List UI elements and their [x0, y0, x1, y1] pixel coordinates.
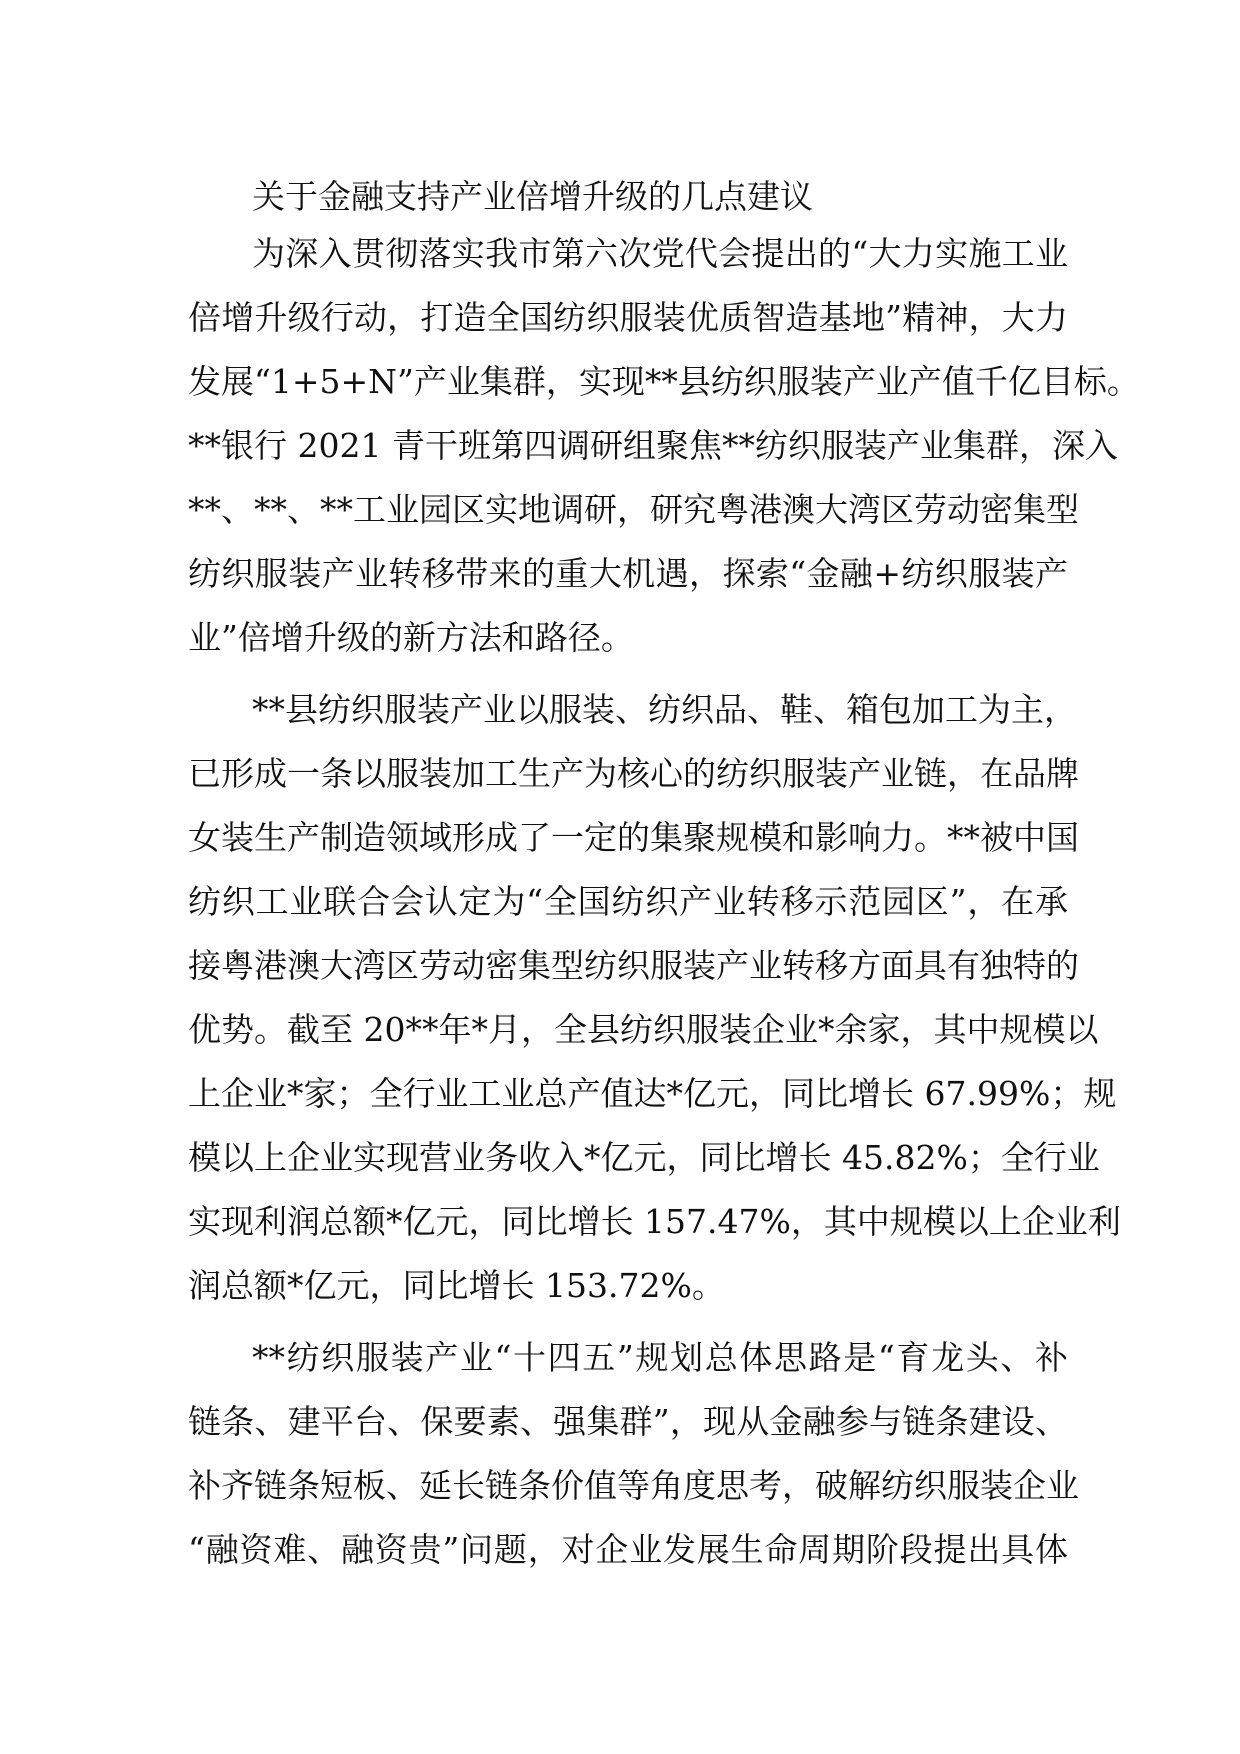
paragraph-2-line-7: 上企业*家；全行业工业总产值达*亿元，同比增长 67.99%；规	[188, 1074, 1117, 1113]
paragraph-1-line-3: 发展“1+5+N”产业集群，实现**县纺织服装产业产值千亿目标。	[188, 362, 1140, 401]
paragraph-2-line-9: 实现利润总额*亿元，同比增长 157.47%，其中规模以上企业利	[188, 1202, 1121, 1241]
document-title: 关于金融支持产业倍增升级的几点建议	[252, 177, 813, 216]
paragraph-1-line-6: 纺织服装产业转移带来的重大机遇，探索“金融+纺织服装产	[188, 554, 1068, 593]
paragraph-3-line-3: 补齐链条短板、延长链条价值等角度思考，破解纺织服装企业	[188, 1466, 1079, 1505]
paragraph-1-line-2: 倍增升级行动，打造全国纺织服装优质智造基地”精神，大力	[188, 298, 1068, 337]
paragraph-1-line-5: **、**、**工业园区实地调研，研究粤港澳大湾区劳动密集型	[188, 490, 1079, 529]
paragraph-2-line-6: 优势。截至 20**年*月，全县纺织服装企业*余家，其中规模以	[188, 1010, 1099, 1049]
paragraph-3-line-2: 链条、建平台、保要素、强集群”，现从金融参与链条建设、	[188, 1402, 1068, 1441]
paragraph-1-line-7: 业”倍增升级的新方法和路径。	[188, 618, 634, 657]
paragraph-1-line-4: **银行 2021 青干班第四调研组聚焦**纺织服装产业集群，深入	[188, 426, 1118, 465]
paragraph-2-line-5: 接粤港澳大湾区劳动密集型纺织服装产业转移方面具有独特的	[188, 946, 1079, 985]
paragraph-2-line-2: 已形成一条以服装加工生产为核心的纺织服装产业链，在品牌	[188, 754, 1079, 793]
paragraph-1-line-1: 为深入贯彻落实我市第六次党代会提出的“大力实施工业	[252, 234, 1068, 273]
paragraph-3-line-1: **纺织服装产业“十四五”规划总体思路是“育龙头、补	[252, 1338, 1068, 1377]
paragraph-3-line-4: “融资难、融资贵”问题，对企业发展生命周期阶段提出具体	[188, 1530, 1068, 1569]
paragraph-2-line-8: 模以上企业实现营业务收入*亿元，同比增长 45.82%；全行业	[188, 1138, 1100, 1177]
paragraph-2-line-4: 纺织工业联合会认定为“全国纺织产业转移示范园区”，在承	[188, 882, 1068, 921]
paragraph-2-line-10: 润总额*亿元，同比增长 153.72%。	[188, 1266, 725, 1305]
paragraph-2-line-1: **县纺织服装产业以服装、纺织品、鞋、箱包加工为主，	[252, 690, 1077, 729]
paragraph-2-line-3: 女装生产制造领域形成了一定的集聚规模和影响力。**被中国	[188, 818, 1079, 857]
